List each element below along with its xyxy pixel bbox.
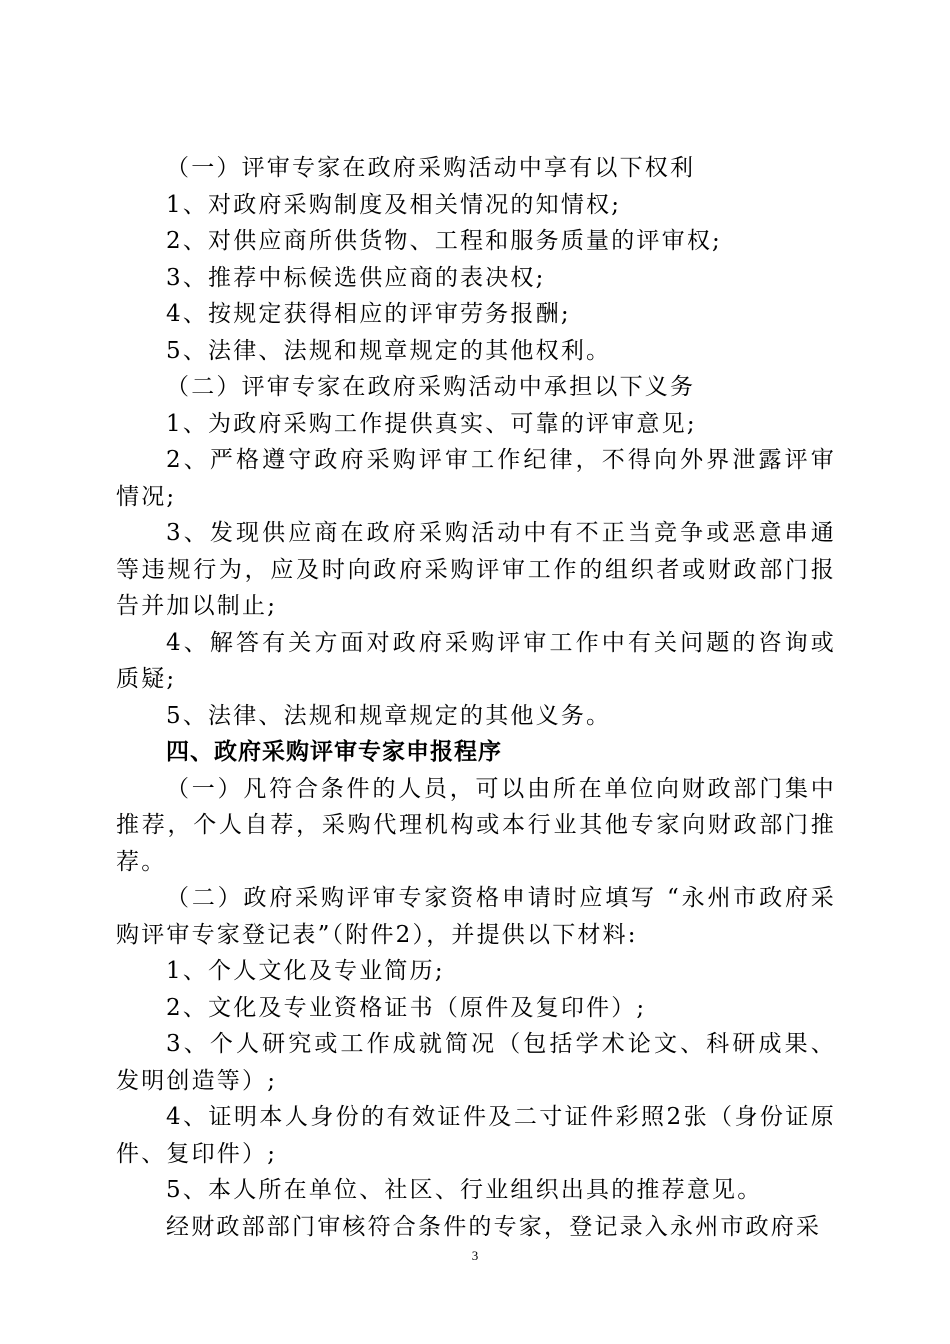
paragraph-procedure-1: （一）凡符合条件的人员，可以由所在单位向财政部门集中推荐，个人自荐，采购代理机构或本行业其他专家向财政部门推荐。: [116, 775, 836, 875]
paragraph-material-2: 2、文化及专业资格证书（原件及复印件）;: [166, 994, 647, 1021]
paragraph-procedure-2: （二）政府采购评审专家资格申请时应填写 “永州市政府采购评审专家登记表”（附件2），并提供以下材料:: [116, 885, 836, 948]
paragraph-right-5: 5、法律、法规和规章规定的其他权利。: [166, 337, 612, 364]
page-number: 3: [471, 1248, 479, 1263]
paragraph-material-3: 3、个人研究或工作成就简况（包括学术论文、科研成果、发明创造等）;: [116, 1031, 836, 1094]
paragraph-duty-3: 3、发现供应商在政府采购活动中有不正当竞争或恶意串通等违规行为，应及时向政府采购评审工作的组织者或财政部门报告并加以制止;: [116, 520, 836, 619]
paragraph-right-2: 2、对供应商所供货物、工程和服务质量的评审权;: [166, 228, 722, 254]
paragraph-rights-heading: （一）评审专家在政府采购活动中享有以下权利: [166, 155, 696, 181]
paragraph-duties-heading: （二）评审专家在政府采购活动中承担以下义务: [166, 374, 696, 400]
paragraph-closing: 经财政部部门审核符合条件的专家，登记录入永州市政府采: [166, 1213, 822, 1240]
paragraph-duty-5: 5、法律、法规和规章规定的其他义务。: [166, 702, 612, 729]
section-heading: 四、政府采购评审专家申报程序: [166, 739, 502, 765]
paragraph-material-1: 1、个人文化及专业简历;: [166, 958, 445, 984]
paragraph-material-4: 4、证明本人身份的有效证件及二寸证件彩照2张（身份证原件、复印件）;: [116, 1104, 836, 1167]
paragraph-duty-2: 2、严格遵守政府采购评审工作纪律，不得向外界泄露评审情况;: [116, 447, 836, 510]
body-text: [116, 150, 836, 1245]
paragraph-right-3: 3、推荐中标候选供应商的表决权;: [166, 264, 546, 291]
paragraph-right-4: 4、按规定获得相应的评审劳务报酬;: [166, 301, 571, 327]
paragraph-duty-4: 4、解答有关方面对政府采购评审工作中有关问题的咨询或质疑;: [116, 629, 836, 692]
paragraph-duty-1: 1、为政府采购工作提供真实、可靠的评审意见;: [166, 410, 697, 437]
paragraph-right-1: 1、对政府采购制度及相关情况的知情权;: [166, 191, 622, 218]
paragraph-material-5: 5、本人所在单位、社区、行业组织出具的推荐意见。: [166, 1177, 763, 1203]
